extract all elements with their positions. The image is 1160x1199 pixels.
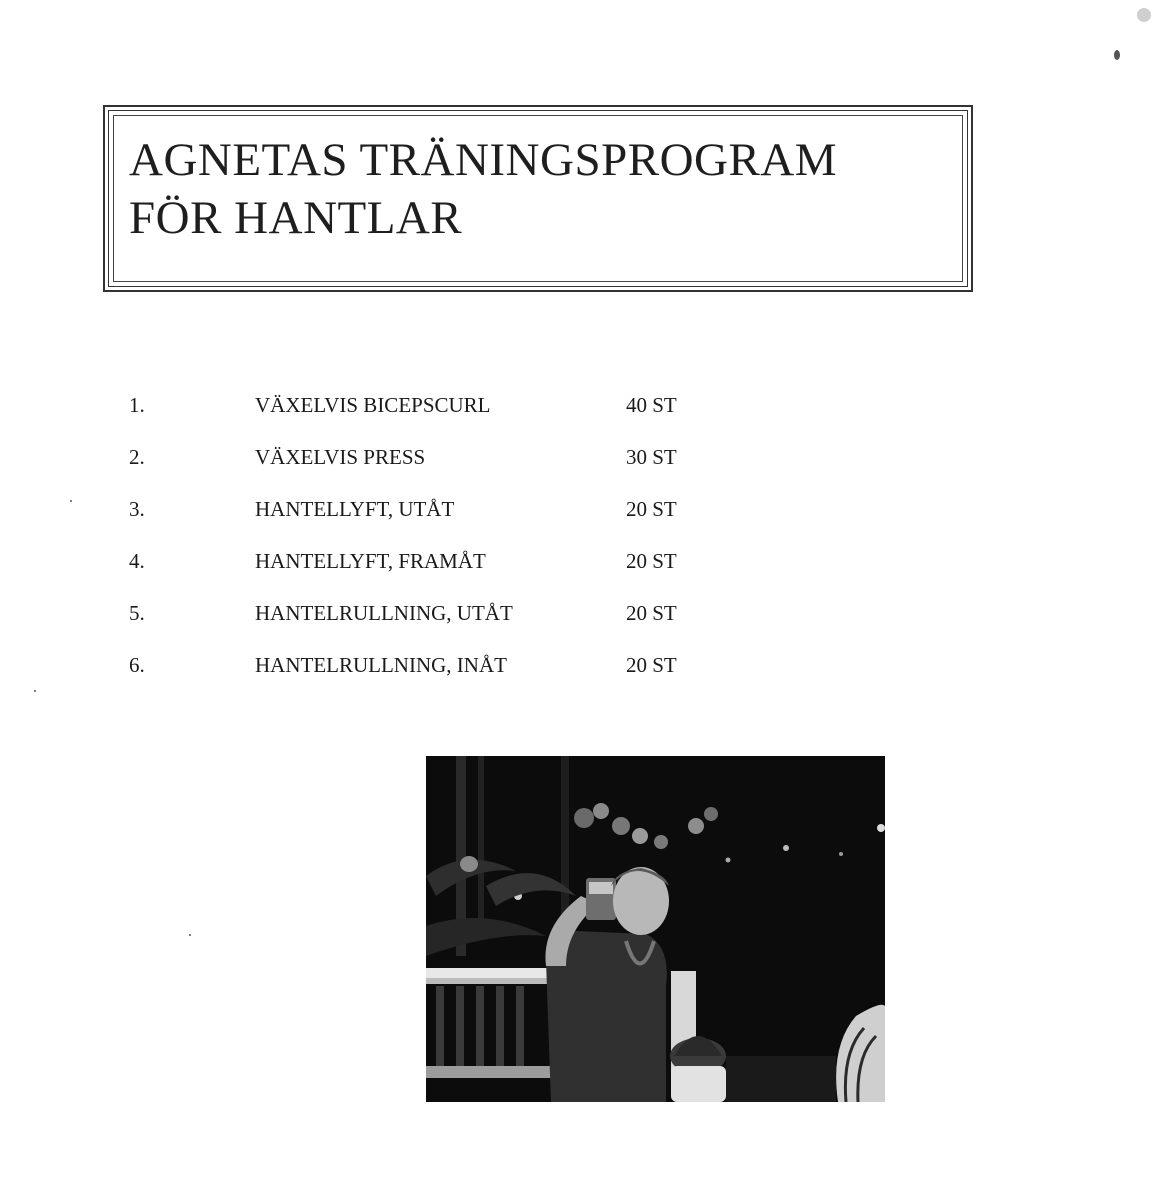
exercise-number: 2. [129,445,145,469]
scan-speck [1114,50,1120,60]
exercise-count: 20 ST [626,601,677,625]
photo [426,756,885,1102]
scan-speck [34,690,36,692]
title-line-2: FÖR HANTLAR [129,192,463,244]
exercise-name: HANTELRULLNING, INÅT [255,653,507,677]
exercise-count: 20 ST [626,549,677,573]
title-line-1: AGNETAS TRÄNINGSPROGRAM [129,134,838,186]
page-title [129,131,837,247]
exercise-name: HANTELRULLNING, UTÅT [255,601,513,625]
exercise-row [0,443,1160,471]
exercise-row [0,651,1160,679]
exercise-row [0,547,1160,575]
exercise-name: VÄXELVIS PRESS [255,445,426,469]
scan-speck [70,500,72,502]
exercise-count: 30 ST [626,445,677,469]
exercise-number: 4. [129,549,145,573]
scan-speck [1137,8,1151,22]
exercise-name: HANTELLYFT, UTÅT [255,497,455,521]
exercise-count: 40 ST [626,393,677,417]
exercise-number: 5. [129,601,145,625]
exercise-number: 3. [129,497,145,521]
photo-scene [426,756,885,1102]
exercise-name: VÄXELVIS BICEPSCURL [255,393,491,417]
exercise-number: 6. [129,653,145,677]
exercise-row [0,391,1160,419]
exercise-count: 20 ST [626,653,677,677]
exercise-row [0,599,1160,627]
exercise-number: 1. [129,393,145,417]
exercise-count: 20 ST [626,497,677,521]
title-box [103,105,973,292]
exercise-row [0,495,1160,523]
scan-speck [189,934,191,936]
exercise-name: HANTELLYFT, FRAMÅT [255,549,486,573]
